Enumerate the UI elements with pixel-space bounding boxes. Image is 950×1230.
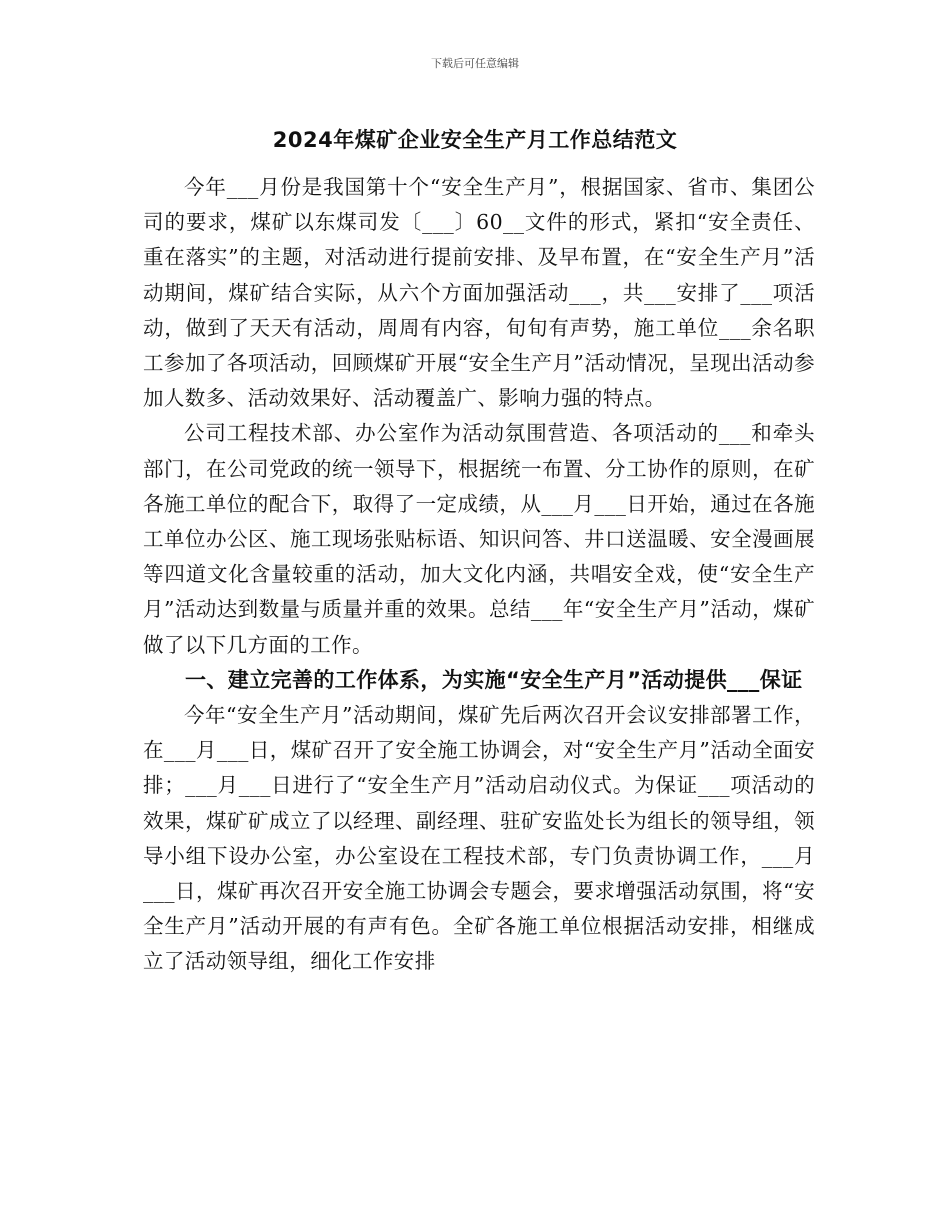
section-heading-1: 一、建立完善的工作体系，为实施“安全生产月”活动提供___保证	[185, 667, 803, 692]
paragraph-intro: 今年___月份是我国第十个“安全生产月”，根据国家、省市、集团公司的要求，煤矿以东煤司发〔___〕60__文件的形式，紧扣“安全责任、重在落实”的主题，对活动进行提前安排、及早布置，在“安全生产月”活动期间，煤矿结合实际，从六个方面加强活动___，共___安排了___项活动，做到了天天有活动，周周有内容，旬旬有声势，施工单位___余名职工参加了各项活动，回顾煤矿开展“安全生产月”活动情况，呈现出活动参加人数多、活动效果好、活动覆盖广、影响力强的特点。	[143, 175, 815, 411]
paragraph-work-system: 今年“安全生产月”活动期间，煤矿先后两次召开会议安排部署工作，在___月___日，煤矿召开了安全施工协调会，对“安全生产月”活动全面安排；___月___日进行了“安全生产月”活动启动仪式。为保证___项活动的效果，煤矿矿成立了以经理、副经理、驻矿安监处长为组长的领导组，领导小组下设办公室，办公室设在工程技术部，专门负责协调工作，___月___日，煤矿再次召开安全施工协调会专题会，要求增强活动氛围，将“安全生产月”活动开展的有声有色。全矿各施工单位根据活动安排，相继成立了活动领导组，细化工作安排	[143, 703, 816, 974]
document-title: 2024年煤矿企业安全生产月工作总结范文	[272, 128, 678, 152]
document-body	[143, 170, 815, 980]
page-header-note: 下载后可任意编辑	[431, 57, 519, 70]
paragraph-departments: 公司工程技术部、办公室作为活动氛围营造、各项活动的___和牵头部门，在公司党政的统一领导下，根据统一布置、分工协作的原则，在矿各施工单位的配合下，取得了一定成绩，从___月___日开始，通过在各施工单位办公区、施工现场张贴标语、知识问答、井口送温暖、安全漫画展等四道文化含量较重的活动，加大文化内涵，共唱安全戏，使“安全生产月”活动达到数量与质量并重的效果。总结___年“安全生产月”活动，煤矿做了以下几方面的工作。	[143, 421, 815, 657]
